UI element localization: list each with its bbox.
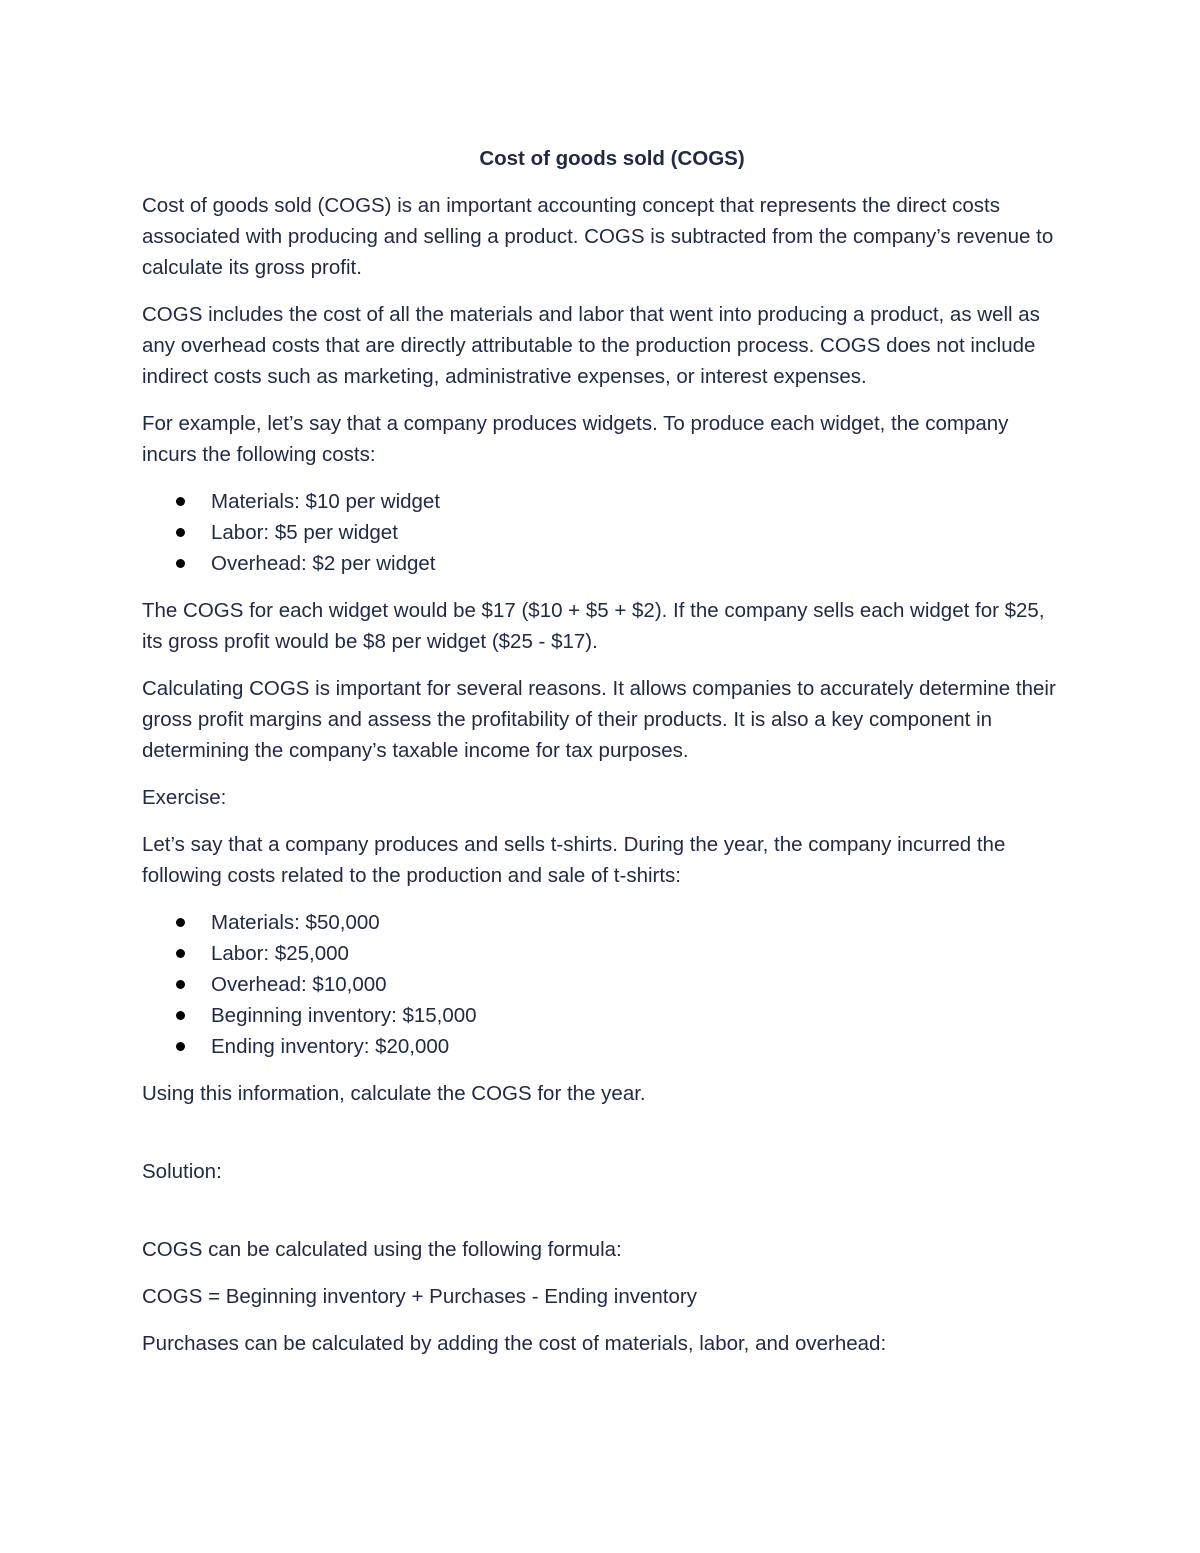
question-paragraph: Using this information, calculate the COGS for the year. (142, 1082, 646, 1105)
solution-label: Solution: (142, 1160, 222, 1183)
bullet-icon (176, 497, 185, 506)
formula-intro-paragraph: COGS can be calculated using the following formula: (142, 1238, 622, 1261)
bullet-icon (176, 559, 185, 568)
document-body (142, 143, 1062, 1375)
list-item (142, 969, 1062, 1000)
bullet-icon (176, 980, 185, 989)
list-item-text: Beginning inventory: $15,000 (211, 1004, 477, 1027)
example-paragraph: For example, let’s say that a company produces widgets. To produce each widget, the company incurs the following costs: (142, 412, 1009, 466)
importance-paragraph: Calculating COGS is important for several reasons. It allows companies to accurately determine their gross profit margins and assess the profitability of their products. It is also a key component in determining the company’s taxable income for tax purposes. (142, 677, 1056, 762)
tshirt-costs-list (142, 907, 1062, 1062)
document-title: Cost of goods sold (COGS) (479, 147, 745, 170)
list-item (142, 548, 1062, 579)
list-item (142, 486, 1062, 517)
list-item-text: Labor: $5 per widget (211, 521, 398, 544)
list-item (142, 1000, 1062, 1031)
bullet-icon (176, 1042, 185, 1051)
widget-costs-list (142, 486, 1062, 579)
cogs-formula: COGS = Beginning inventory + Purchases - Ending inventory (142, 1285, 697, 1308)
exercise-paragraph: Let’s say that a company produces and sells t-shirts. During the year, the company incurred the following costs related to the production and sale of t-shirts: (142, 833, 1006, 887)
bullet-icon (176, 918, 185, 927)
list-item-text: Overhead: $10,000 (211, 973, 387, 996)
purchases-paragraph: Purchases can be calculated by adding the cost of materials, labor, and overhead: (142, 1332, 887, 1355)
list-item (142, 1031, 1062, 1062)
bullet-icon (176, 1011, 185, 1020)
list-item-text: Materials: $10 per widget (211, 490, 441, 513)
list-item-text: Labor: $25,000 (211, 942, 349, 965)
cogs-includes-paragraph: COGS includes the cost of all the materials and labor that went into producing a product, as well as any overhead costs that are directly attributable to the production process. COGS does not include indirect costs such as marketing, administrative expenses, or interest expenses. (142, 303, 1040, 388)
bullet-icon (176, 949, 185, 958)
exercise-label: Exercise: (142, 786, 227, 809)
intro-paragraph: Cost of goods sold (COGS) is an important accounting concept that represents the direct costs associated with producing and selling a product. COGS is subtracted from the company’s revenue to calculate its gross profit. (142, 194, 1054, 279)
list-item (142, 938, 1062, 969)
list-item (142, 517, 1062, 548)
widget-cogs-paragraph: The COGS for each widget would be $17 ($10 + $5 + $2). If the company sells each widget for $25, its gross profit would be $8 per widget ($25 - $17). (142, 599, 1045, 653)
list-item-text: Ending inventory: $20,000 (211, 1035, 450, 1058)
bullet-icon (176, 528, 185, 537)
list-item-text: Materials: $50,000 (211, 911, 380, 934)
list-item-text: Overhead: $2 per widget (211, 552, 436, 575)
list-item (142, 907, 1062, 938)
